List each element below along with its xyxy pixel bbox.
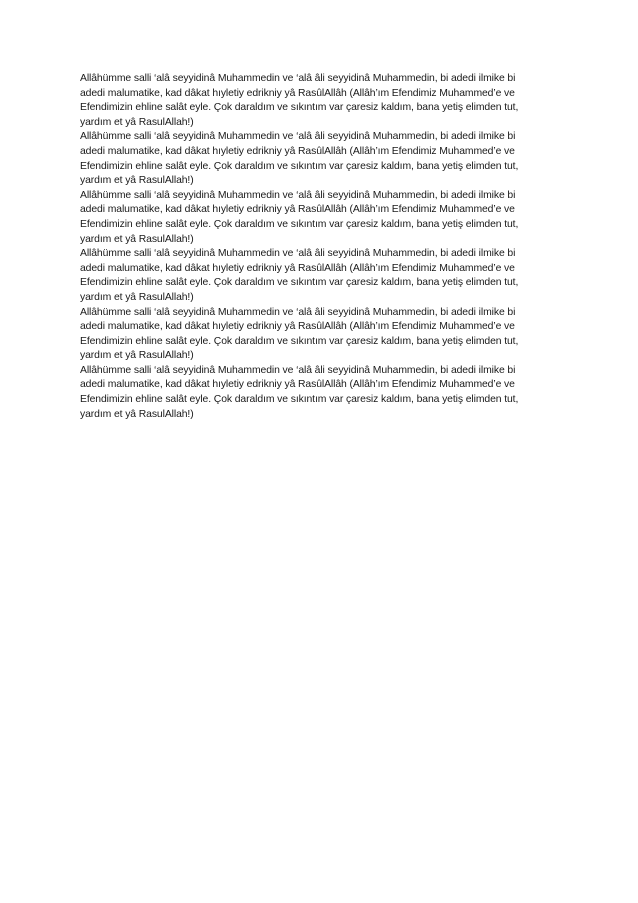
prayer-paragraph-3 [80,189,550,247]
paragraph-line: yardım et yâ RasulAllah!) [80,233,194,245]
paragraph-line: Efendimizin ehline salât eyle. Çok daraldım ve sıkıntım var çaresiz kaldım, bana yetiş elimden tut, [80,277,519,289]
prayer-paragraph-4 [80,247,550,305]
paragraph-line: yardım et yâ RasulAllah!) [80,291,194,303]
document-body [80,72,550,422]
paragraph-line: Allâhümme salli ‘alâ seyyidinâ Muhammedin ve ‘alâ âli seyyidinâ Muhammedin, bi adedi ilmike bi [80,364,516,376]
paragraph-line: Allâhümme salli ‘alâ seyyidinâ Muhammedin ve ‘alâ âli seyyidinâ Muhammedin, bi adedi ilmike bi [80,73,516,84]
paragraph-line: yardım et yâ RasulAllah!) [80,350,194,362]
paragraph-line: Allâhümme salli ‘alâ seyyidinâ Muhammedin ve ‘alâ âli seyyidinâ Muhammedin, bi adedi ilmike bi [80,131,516,143]
prayer-paragraph-1 [80,72,550,130]
paragraph-line: adedi malumatike, kad dâkat hıyletiy edrikniy yâ RasûlAllâh (Allâh’ım Efendimiz Muhammed’e ve [80,321,515,333]
paragraph-line: adedi malumatike, kad dâkat hıyletiy edrikniy yâ RasûlAllâh (Allâh’ım Efendimiz Muhammed’e ve [80,204,515,216]
paragraph-line: yardım et yâ RasulAllah!) [80,116,194,128]
paragraph-line: adedi malumatike, kad dâkat hıyletiy edrikniy yâ RasûlAllâh (Allâh’ım Efendimiz Muhammed’e ve [80,379,515,391]
paragraph-line: Efendimizin ehline salât eyle. Çok daraldım ve sıkıntım var çaresiz kaldım, bana yetiş elimden tut, [80,218,519,230]
paragraph-line: adedi malumatike, kad dâkat hıyletiy edrikniy yâ RasûlAllâh (Allâh’ım Efendimiz Muhammed’e ve [80,87,515,99]
paragraph-line: Allâhümme salli ‘alâ seyyidinâ Muhammedin ve ‘alâ âli seyyidinâ Muhammedin, bi adedi ilmike bi [80,248,516,260]
paragraph-line: Efendimizin ehline salât eyle. Çok daraldım ve sıkıntım var çaresiz kaldım, bana yetiş elimden tut, [80,160,519,172]
prayer-paragraph-5 [80,306,550,364]
paragraph-line: Allâhümme salli ‘alâ seyyidinâ Muhammedin ve ‘alâ âli seyyidinâ Muhammedin, bi adedi ilmike bi [80,306,516,318]
paragraph-line: adedi malumatike, kad dâkat hıyletiy edrikniy yâ RasûlAllâh (Allâh’ım Efendimiz Muhammed’e ve [80,145,515,157]
prayer-paragraph-2 [80,130,550,188]
paragraph-line: Allâhümme salli ‘alâ seyyidinâ Muhammedin ve ‘alâ âli seyyidinâ Muhammedin, bi adedi ilmike bi [80,189,516,201]
paragraph-line: yardım et yâ RasulAllah!) [80,175,194,187]
paragraph-line: yardım et yâ RasulAllah!) [80,408,194,420]
prayer-paragraph-6 [80,364,550,422]
paragraph-line: Efendimizin ehline salât eyle. Çok daraldım ve sıkıntım var çaresiz kaldım, bana yetiş elimden tut, [80,394,519,406]
paragraph-line: adedi malumatike, kad dâkat hıyletiy edrikniy yâ RasûlAllâh (Allâh’ım Efendimiz Muhammed’e ve [80,262,515,274]
paragraph-line: Efendimizin ehline salât eyle. Çok daraldım ve sıkıntım var çaresiz kaldım, bana yetiş elimden tut, [80,102,519,114]
paragraph-line: Efendimizin ehline salât eyle. Çok daraldım ve sıkıntım var çaresiz kaldım, bana yetiş elimden tut, [80,335,519,347]
